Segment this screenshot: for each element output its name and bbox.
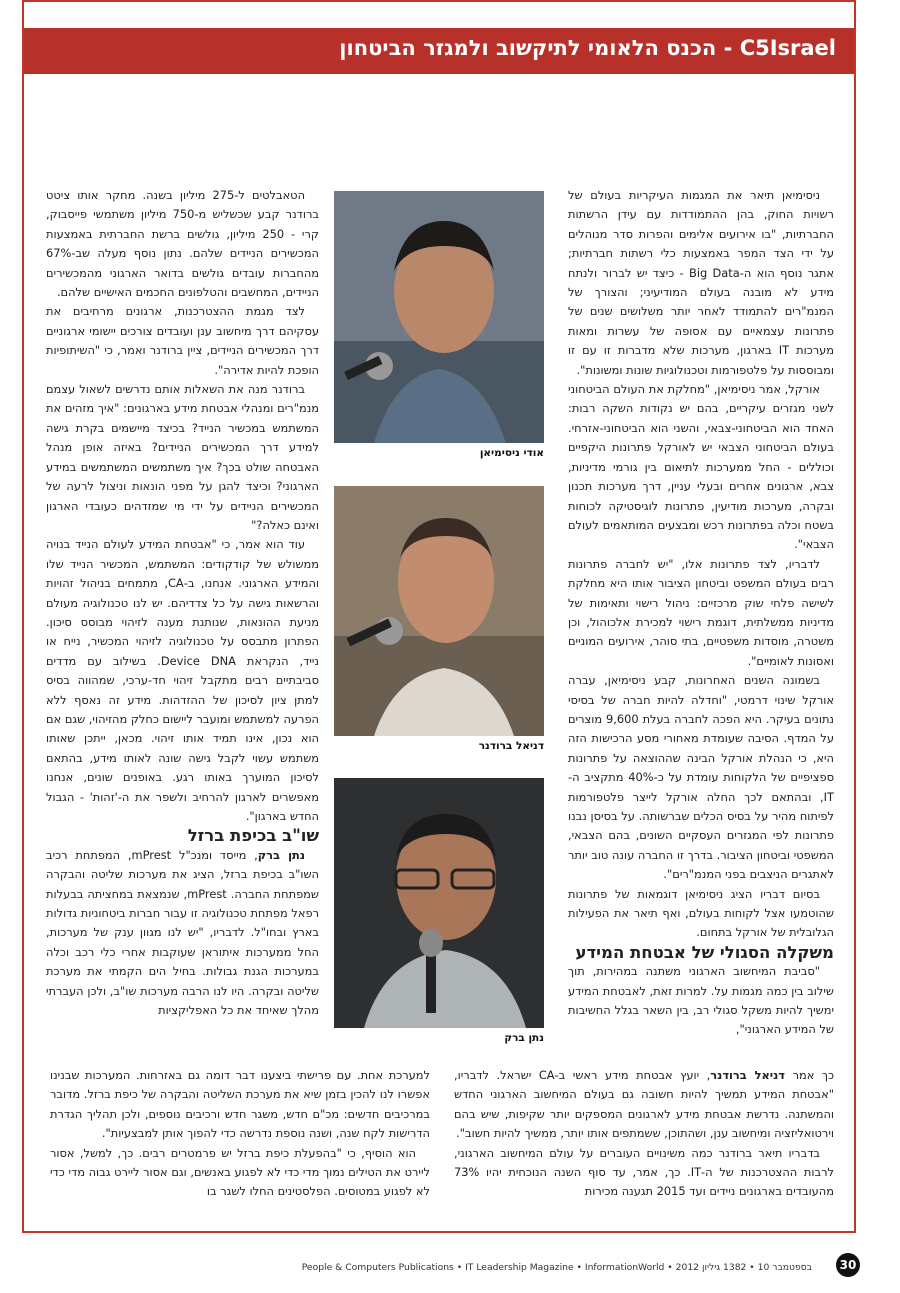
article-column-right — [568, 186, 834, 1066]
article-column-left — [46, 186, 319, 1066]
bottom-left-column — [50, 1066, 430, 1202]
section-heading: שו"ב בכיפת ברזל — [187, 826, 319, 846]
page-number: 30 — [836, 1253, 860, 1277]
paragraph: בדבריו תיאר ברודנר כמה משינויים העוברים על עולם המיחשוב הארגוני, לרבות ההצטרכנות של ה-IT. כך, אמר, עד סוף השנה הנוכחית יהיו 73% מהעובדים בארגונים ניידים ועד 2015 תגענה מכירות — [454, 1145, 834, 1199]
paragraph-text: , יועץ אבטחת מידע ראשי ב-CA ישראל. לדבריו, "אבטחת המידע תמשיך להיות חשובה גם בעולם המיחשוב הארגוני החדש והמשתנה. נדרשת אבטחת מידע לארגונים המספקים יותר שקיפות, שיש בהם וירטואליזציה ומיחשוב ענן, ושהתוכן, ששמתפים אותו יותר, ממשיך להיות חשוב". — [454, 1068, 834, 1141]
paragraph-text: כך אמר — [792, 1068, 834, 1082]
page-frame-top — [22, 0, 856, 2]
paragraph — [454, 1066, 834, 1144]
speaker-photo — [334, 486, 544, 736]
speaker-photo — [334, 778, 544, 1028]
footer-text: People & Computers Publications • IT Leadership Magazine • InformationWorld • 2012 בספטמבר 10 • 1382 גיליון — [301, 1262, 812, 1273]
paragraph-text: , מייסד ומנכ"ל mPrest, המפתחת רכיב השו"ב בכיפת ברזל, הציג את מערכות שליטה והבקרה שמפתחת החברה. mPrest, שנמצאת במחציתה בבעלות רפאל מפתחת טכנולוגיה זו עבור חברות ביטחוניות גדולות בארץ ובחו"ל. לדבריו, "יש לנו מגוון ענק של מערכות, החל ממערכות איתוראן שעוקבות אחרי כלי רכב וכלה במערכות הגנת גבולות. בחיל הים הקמתי את מערכת שליטה ובקרה. היו לנו הרבה מערכות שו"ב, ולכן העברתי מהלך שאיחד את כל האפליקציות — [46, 847, 319, 1018]
paragraph: הטאבלטים ל-275 מיליון בשנה. מחקר אותו ציטט ברודנר קבע שכשליש מ-750 מיליון משתמשי פייסבוק, קרי - 250 מיליון, גולשים ברשת החברתית באמצעות המכשירים הניידים שלהם. נתון נוסף מעלה שב-67% מהחברות עובדים גולשים בדואר הארגוני מהמכשירים הניידים, המחשבים והטלפונים החכמים האישיים שלהם. — [46, 188, 319, 300]
page-footer — [24, 1256, 860, 1280]
article-bottom-block — [46, 1066, 834, 1246]
paragraph — [46, 846, 319, 1021]
photo-caption: דניאל ברודנר — [478, 740, 544, 752]
speaker-name: דניאל ברודנר — [710, 1068, 786, 1082]
speaker-photo — [334, 191, 544, 443]
paragraph: "סביבת המיחשוב הארגוני משתנה במהירות, תוך שילוב בין כמה מגמות על. למרות זאת, לאבטחת המידע ימשיך להיות משקל סגולי רב, בין השאר בגלל החשיבות של המידע הארגוני", — [568, 964, 834, 1037]
paragraph: לצד מגמת ההצטרכנות, ארגונים מרחיבים את עסקיהם דרך מיחשוב ענן ועובדים צורכים יישומי ארגוניים דרך המכשירים הניידים, ציין ברודנר ואמר, כי "השיתופיות הופכת להיות אדירה". — [46, 304, 319, 377]
paragraph: למערכת אחת. עם פרישתי ביצענו דבר דומה גם באזרחות. המערכות שבנינו אפשרו לנו להכין בזמן שיא את מערכת השליטה והבקרה של כיפת ברזל. מדובר במרכיבים חדשים: מכ"ם חדש, משגר חדש ורכיבים נוספים, ולכן תהליך הגדרת הדרישות לקח שנה, ושנה נוספת נדרשה כדי להפוך אותן למבצעיות". — [50, 1068, 430, 1141]
page-frame-left — [22, 0, 24, 1233]
paragraph: אורקל, אמר ניסימיאן, "מחלקת את העולם הביטחוני לשני מגזרים עיקריים, בהם יש נקודות השקה רבות: האחד הוא הביטחוני-צבאי, והשני הוא הביטחוני-אזרחי. בעולם הביטחוני הצבאי יש לאורקל פתרונות היקפיים וכוללים - החל ממערכות לתיאום בין גורמי מדיניות, צבא, ארגונים אחרים ובעלי עניין, דרך מערכות תכנון ובקרה, מערכות מודיעין, פתרונות לוגיסטיקה לכוחות בשטח וכלה בפתרונות רכש ומבצעים המותאמים לעולם הצבאי". — [568, 382, 834, 552]
paragraph: לדבריו, לצד פתרונות אלו, "יש לחברה פתרונות רבים בעולם המשפט וביטחון הציבור אותו היא מחלקת לשישה פלחי שוק מרכזיים: ניהול רישוי ותאימות של מדיניות ממשלתית, דוגמת רישוי למכירת אלכוהול, וכן משטרה, מוסדות משפטיים, בתי סוהר, אירועים המוניים ואסונות לאומיים". — [568, 556, 834, 668]
banner-title: C5Israel - הכנס הלאומי לתיקשוב ולמגזר הביטחון — [339, 36, 836, 60]
photo-caption: נתן ברק — [504, 1032, 544, 1044]
paragraph: בשמונה השנים האחרונות, קבע ניסימיאן, עברה אורקל שינוי דרמטי, "וחדלה להיות חברה של בסיסי נתונים בעיקר. היא הפכה לחברה בעלת 9,600 מוצרים על המדף. הסיבה שעומדת מאחורי מסע הרכישות הזה היא, כי הנהלת אורקל הבינה שההוצאה על פתרונות ספציפיים של הלקוחות עומדת על כ-40% מתקציב ה-IT, ובהתאם לכך החלה אורקל לייצר פלטפורמות לפיתוח מהיר על בסיס הכלים שברשותה. על בסיסן נבנו פתרונות לפי המגזרים העסקיים השונים, בהם הצבאי, המשפטי וביטחון הציבור. בדרך זו החברה עונה טוב יותר לאתגרים הניצבים בפני המנמ"רים". — [568, 673, 834, 882]
paragraph: ברודנר מנה את השאלות אותם נדרשים לשאול עצמם מנמ"רים ומנהלי אבטחת מידע בארגונים: "איך מזהים את המשתמש במכשיר הנייד? בכיצד מיישמים בקרת גישה למידע דרך המכשירים הניידים? באיזה אופן מנהל האבטחה שולט בכך? איך משתמשים המשתמשים במידע הארגוני? וכיצד להגן על מפני הונאות וניצול לרעה של המכשירים הניידים על ידי מי שמזדהים כעובדי הארגון ואינם כאלה?" — [46, 382, 319, 532]
speaker-name: נתן ברק — [257, 847, 305, 862]
paragraph: עוד הוא אמר, כי "אבטחת המידע לעולם הנייד בנויה ממשולש של קודקודים: המשתמש, המכשיר הנייד שלו והמידע הארגוני. אנחנו, ב-CA, מתמחים בניהול זהויות והרשאות גישה על כל צדדיהם. יש לנו טכנולוגיה מעולם מניעת ההונאות, שנותנת מענה לזיהוי מבוסס סיכון. הפתרון מתבסס על טכנולוגיה לזיהוי המכשיר, נייח או נייד, הנקראת Device DNA. בשילוב עם מדדים סביבתיים רבים מתקבל זיהוי חד-ערכי, שמהווה בסיס למתן ציון לסיכון של ההזדהות. מידע זה נאסף ללא הפרעה למשתמש ומועבר ליישום כחלק מהזיהוי, שגם אם הוא נכון, אינו תמיד אותו זיהוי. מכאן, ייתכן שאותו משתמש עשוי לקבל גישה שונה לאותו מידע, בהתאם לסיכון המוערך באותו רגע. באופנים שונים, אנחנו מאפשרים לארגון להרחיב ולשפר את ה-'זהות' - הגבול החדש בארגון". — [46, 537, 319, 823]
paragraph: הוא הוסיף, כי "בהפעלת כיפת ברזל יש פרמטרים רבים. כך, למשל, אסור ליירט את הטילים נמוך מדי כדי לא לפגוע באנשים, וגם אסור ליירט גבוה מדי כדי לא לפגוע במטוסים. הפלסטינים החלו לשגר בו — [50, 1145, 430, 1199]
page-frame-right — [854, 0, 856, 1233]
bottom-right-column — [454, 1066, 834, 1202]
photo-caption: אודי ניסימיאן — [479, 447, 544, 459]
paragraph: בסיום דבריו הציג ניסימיאן דוגמאות של פתרונות שהוטמעו אצל לקוחות בעולם, ואף תיאר את הפעילות הגלובלית של אורקל בתחום. — [568, 886, 834, 940]
section-banner — [24, 28, 854, 74]
section-heading: משקלה הסגולי של אבטחת המידע — [575, 942, 834, 962]
paragraph: ניסימיאן תיאר את המגמות העיקריות בעולם של רשויות החוק, בהן ההתמודדות עם עידן הרשתות החברתיות, "בו אירועים אלימים והפרות סדר מנוהלים על ידי הצד המפר באמצעות כלי רשתות חברתיות; אתגר נוסף הוא ה-Big Data - כיצד יש לברור ולנתח מידע לא מובנה בעולם המודיעיני; והצורך של המנמ"רים להתמודד לאחר יותר משלושים שנים של פתרונות עצמאיים עם אסופה של עשרות ומאות מערכות IT בארגון, מערכות שלא מדברות זו עם זו ומבוססות על פלטפורמות וטכנולוגיות שונות ומשונות". — [568, 188, 834, 377]
